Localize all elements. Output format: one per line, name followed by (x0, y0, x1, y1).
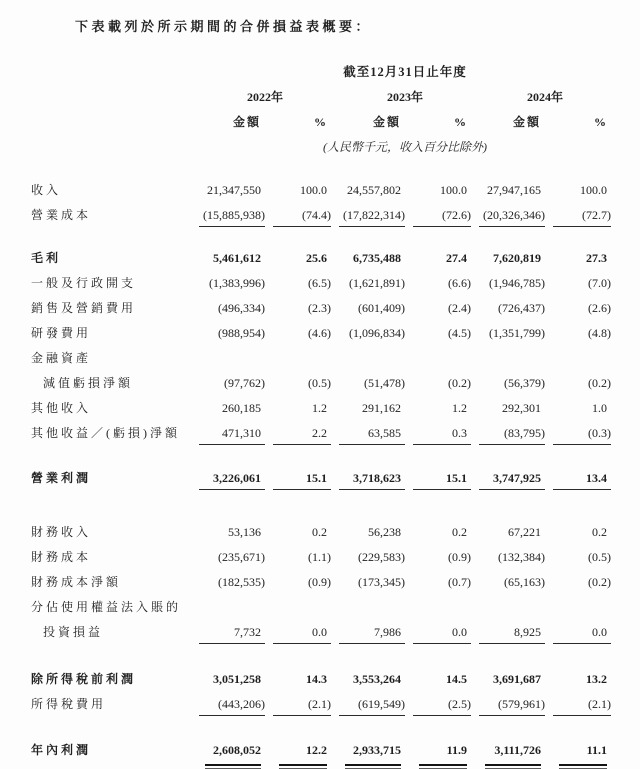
row-label: 其他收入 (31, 400, 92, 415)
page-title: 下表載列於所示期間的合併損益表概要： (75, 19, 373, 34)
cell-value: 1.0 (592, 400, 607, 415)
row-label: 財務成本 (31, 549, 92, 564)
cell-value: 15.1 (413, 471, 471, 490)
row-label: 營業利潤 (31, 470, 92, 485)
cell-value: (6.6) (448, 275, 471, 290)
percent-column-header: % (454, 115, 466, 129)
cell-value: (15,885,938) (199, 208, 265, 227)
row-label: 投資損益 (43, 624, 104, 639)
table-row (31, 568, 640, 593)
cell-value: (0.9) (308, 574, 331, 589)
cell-value: 291,162 (362, 400, 401, 415)
cell-value: (1,383,996) (209, 275, 265, 290)
cell-value: 67,221 (508, 524, 541, 539)
cell-value: 3,718,623 (339, 471, 405, 490)
cell-value: 25.6 (306, 250, 327, 265)
cell-value: (601,409) (358, 300, 405, 315)
cell-value: (0.7) (448, 574, 471, 589)
cell-value: 7,986 (339, 625, 405, 644)
cell-value: 11.9 (446, 742, 467, 757)
row-label: 收入 (31, 182, 62, 197)
cell-value: (0.9) (448, 549, 471, 564)
row-label: 研發費用 (31, 325, 92, 340)
cell-value: 11.1 (586, 742, 607, 757)
table-year-header-row (31, 88, 640, 105)
cell-value: (0.2) (448, 375, 471, 390)
table-row (31, 518, 640, 543)
cell-value: 5,461,612 (213, 250, 261, 265)
cell-value: (2.1) (273, 697, 331, 716)
cell-value: 27,947,165 (487, 182, 541, 197)
cell-value: (2.1) (553, 697, 611, 716)
row-label: 金融資產 (31, 350, 92, 365)
cell-value: (7.0) (588, 275, 611, 290)
cell-value: (97,762) (224, 375, 265, 390)
amount-column-header: 金額 (372, 115, 401, 129)
cell-value: 27.4 (446, 250, 467, 265)
amount-column-header: 金額 (232, 115, 261, 129)
double-rule (485, 764, 541, 769)
percent-column-header: % (594, 115, 606, 129)
cell-value: 14.3 (306, 671, 327, 686)
cell-value: (726,437) (498, 300, 545, 315)
cell-value: 260,185 (222, 400, 261, 415)
year-header-2023: 2023年 (386, 90, 423, 104)
cell-value: (0.3) (553, 426, 611, 445)
cell-value: (173,345) (358, 574, 405, 589)
table-body (31, 176, 640, 769)
cell-value: (1,096,834) (349, 325, 405, 340)
table-column-header-row (31, 113, 640, 130)
cell-value: 15.1 (273, 471, 331, 490)
cell-value: (1,351,799) (489, 325, 545, 340)
cell-value: (72.6) (413, 208, 471, 227)
cell-value: (443,206) (199, 697, 265, 716)
table-period-header-row (31, 62, 640, 80)
cell-value: (2.6) (588, 300, 611, 315)
cell-value: 3,111,726 (494, 742, 541, 757)
cell-value: 2,933,715 (353, 742, 401, 757)
cell-value: (235,671) (218, 549, 265, 564)
table-row (31, 176, 640, 201)
row-label: 分佔使用權益法入賬的 (31, 599, 182, 614)
cell-value: 1.2 (452, 400, 467, 415)
row-label: 減值虧損淨額 (43, 375, 134, 390)
table-row (31, 201, 640, 230)
double-rule (345, 764, 401, 769)
cell-value: (72.7) (553, 208, 611, 227)
table-row (31, 269, 640, 294)
cell-value: (132,384) (498, 549, 545, 564)
table-row (31, 369, 640, 394)
cell-value: 27.3 (586, 250, 607, 265)
unit-note: (人民幣千元，收入百分比除外) (323, 140, 487, 154)
cell-value: (83,795) (479, 426, 545, 445)
cell-value: (65,163) (504, 574, 545, 589)
table-row (31, 344, 640, 369)
cell-value: 1.2 (312, 400, 327, 415)
cell-value: (0.5) (588, 549, 611, 564)
cell-value: (56,379) (504, 375, 545, 390)
cell-value: (4.6) (308, 325, 331, 340)
row-label: 一般及行政開支 (31, 275, 137, 290)
row-label: 營業成本 (31, 207, 92, 222)
cell-value: (496,334) (218, 300, 265, 315)
cell-value: (51,478) (364, 375, 405, 390)
cell-value: (2.5) (413, 697, 471, 716)
cell-value: 471,310 (199, 426, 265, 445)
double-rule (279, 764, 327, 769)
table-row (31, 618, 640, 647)
cell-value: 24,557,802 (347, 182, 401, 197)
cell-value: (988,954) (218, 325, 265, 340)
cell-value: 12.2 (306, 742, 327, 757)
row-label: 毛利 (31, 250, 62, 265)
cell-value: (2.3) (308, 300, 331, 315)
cell-value: 21,347,550 (207, 182, 261, 197)
cell-value: (0.5) (308, 375, 331, 390)
cell-value: (6.5) (308, 275, 331, 290)
cell-value: (17,822,314) (339, 208, 405, 227)
row-label: 所得稅費用 (31, 696, 107, 711)
cell-value: (2.4) (448, 300, 471, 315)
cell-value: 0.2 (312, 524, 327, 539)
cell-value: 100.0 (440, 182, 467, 197)
cell-value: 13.2 (586, 671, 607, 686)
cell-value: 14.5 (446, 671, 467, 686)
cell-value: 3,691,687 (493, 671, 541, 686)
cell-value: 0.0 (553, 625, 611, 644)
cell-value: (20,326,346) (479, 208, 545, 227)
table-row (31, 394, 640, 419)
cell-value: 56,238 (368, 524, 401, 539)
row-label: 其他收益／(虧損)淨額 (31, 425, 180, 440)
cell-value: 0.0 (413, 625, 471, 644)
table-row (31, 736, 640, 761)
cell-value: 63,585 (339, 426, 405, 445)
cell-value: 3,051,258 (213, 671, 261, 686)
cell-value: (1,621,891) (349, 275, 405, 290)
percent-column-header: % (314, 115, 326, 129)
row-label: 財務收入 (31, 524, 92, 539)
cell-value: (0.2) (588, 574, 611, 589)
amount-column-header: 金額 (512, 115, 541, 129)
double-rule-row (31, 763, 640, 769)
double-rule (419, 764, 467, 769)
table-unit-note-row (31, 138, 640, 155)
row-label: 除所得稅前利潤 (31, 671, 137, 686)
row-label: 財務成本淨額 (31, 574, 122, 589)
cell-value: 0.2 (592, 524, 607, 539)
table-row (31, 690, 640, 719)
cell-value: 0.3 (413, 426, 471, 445)
table-row (31, 665, 640, 690)
cell-value: 6,735,488 (353, 250, 401, 265)
cell-value: 3,747,925 (479, 471, 545, 490)
cell-value: (1.1) (308, 549, 331, 564)
cell-value: 2,608,052 (213, 742, 261, 757)
cell-value: 100.0 (300, 182, 327, 197)
cell-value: 0.0 (273, 625, 331, 644)
cell-value: 3,226,061 (199, 471, 265, 490)
cell-value: (4.8) (588, 325, 611, 340)
table-row (31, 464, 640, 493)
cell-value: 100.0 (580, 182, 607, 197)
table-row (31, 593, 640, 618)
row-label: 年內利潤 (31, 742, 92, 757)
cell-value: 53,136 (228, 524, 261, 539)
row-label: 銷售及營銷費用 (31, 300, 137, 315)
cell-value: (1,946,785) (489, 275, 545, 290)
cell-value: (619,549) (339, 697, 405, 716)
cell-value: (229,583) (358, 549, 405, 564)
cell-value: 3,553,264 (353, 671, 401, 686)
year-header-2022: 2022年 (246, 90, 283, 104)
cell-value: 292,301 (502, 400, 541, 415)
double-rule (559, 764, 607, 769)
income-statement-table (31, 62, 640, 769)
cell-value: 7,732 (199, 625, 265, 644)
table-row (31, 419, 640, 448)
cell-value: (182,535) (218, 574, 265, 589)
cell-value: (4.5) (448, 325, 471, 340)
table-row (31, 543, 640, 568)
cell-value: (74.4) (273, 208, 331, 227)
cell-value: (579,961) (479, 697, 545, 716)
cell-value: 0.2 (452, 524, 467, 539)
cell-value: 8,925 (479, 625, 545, 644)
cell-value: 13.4 (553, 471, 611, 490)
cell-value: 2.2 (273, 426, 331, 445)
period-header: 截至12月31日止年度 (343, 65, 467, 79)
double-rule (205, 764, 261, 769)
table-row (31, 244, 640, 269)
year-header-2024: 2024年 (526, 90, 563, 104)
cell-value: 7,620,819 (493, 250, 541, 265)
table-row (31, 319, 640, 344)
table-row (31, 294, 640, 319)
cell-value: (0.2) (588, 375, 611, 390)
